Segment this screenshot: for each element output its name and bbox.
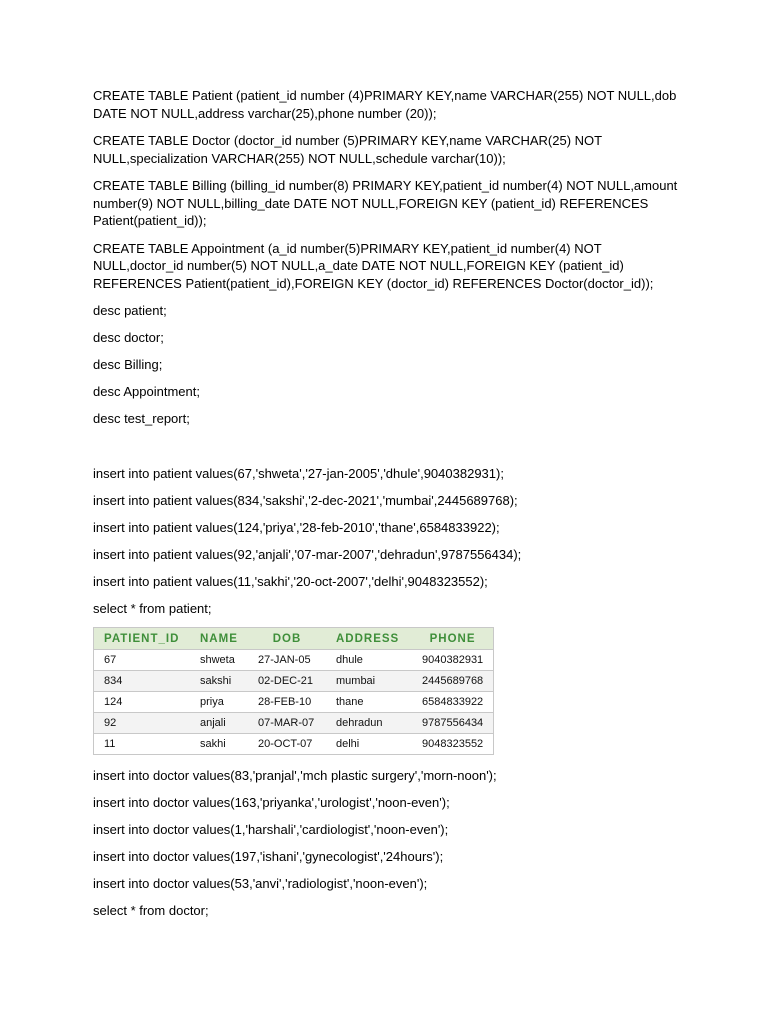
- cell-patient-id: 92: [94, 713, 191, 734]
- insert-patient-statement: insert into patient values(11,'sakhi','20-oct-2007','delhi',9048323552);: [93, 574, 488, 589]
- insert-doctor-statement: insert into doctor values(197,'ishani','gynecologist','24hours');: [93, 849, 444, 864]
- desc-statement: desc patient;: [93, 303, 167, 318]
- table-row: [94, 671, 494, 692]
- column-header-dob: DOB: [248, 628, 326, 650]
- insert-patient-statement: insert into patient values(92,'anjali','07-mar-2007','dehradun',9787556434);: [93, 547, 522, 562]
- insert-patient-statement: insert into patient values(67,'shweta','27-jan-2005','dhule',9040382931);: [93, 466, 504, 481]
- cell-address: delhi: [326, 734, 412, 755]
- create-doctor-statement: CREATE TABLE Doctor (doctor_id number (5)PRIMARY KEY,name VARCHAR(25) NOT NULL,specialization VARCHAR(255) NOT NULL,schedule varchar(10));: [93, 133, 602, 166]
- desc-statement: desc doctor;: [93, 330, 164, 345]
- cell-patient-id: 124: [94, 692, 191, 713]
- cell-name: sakhi: [190, 734, 248, 755]
- insert-patient-statement: insert into patient values(834,'sakshi','2-dec-2021','mumbai',2445689768);: [93, 493, 518, 508]
- cell-patient-id: 11: [94, 734, 191, 755]
- table-header-row: [94, 628, 494, 650]
- cell-patient-id: 834: [94, 671, 191, 692]
- table-row: [94, 713, 494, 734]
- cell-name: anjali: [190, 713, 248, 734]
- create-billing-statement: CREATE TABLE Billing (billing_id number(8) PRIMARY KEY,patient_id number(4) NOT NULL,amount number(9) NOT NULL,billing_date DATE NOT NULL,FOREIGN KEY (patient_id) REFERENCES Patient(patient_id));: [93, 178, 678, 228]
- cell-phone: 9787556434: [412, 713, 494, 734]
- insert-patient-statement: insert into patient values(124,'priya','28-feb-2010','thane',6584833922);: [93, 520, 500, 535]
- cell-name: priya: [190, 692, 248, 713]
- create-appointment-statement: CREATE TABLE Appointment (a_id number(5)PRIMARY KEY,patient_id number(4) NOT NULL,doctor_id number(5) NOT NULL,a_date DATE NOT NULL,FOREIGN KEY (patient_id) REFERENCES Patient(patient_id),FOREIGN KEY (doctor_id) REFERENCES Doctor(doctor_id));: [93, 240, 654, 291]
- column-header-name: NAME: [190, 628, 248, 650]
- desc-statement: desc Appointment;: [93, 384, 200, 399]
- cell-dob: 27-JAN-05: [248, 650, 326, 671]
- blank-line: [93, 437, 693, 465]
- cell-dob: 28-FEB-10: [248, 692, 326, 713]
- patient-result-table: [93, 627, 494, 755]
- cell-address: dehradun: [326, 713, 412, 734]
- column-header-address: ADDRESS: [326, 628, 412, 650]
- cell-phone: 2445689768: [412, 671, 494, 692]
- insert-doctor-statement: insert into doctor values(163,'priyanka','urologist','noon-even');: [93, 795, 450, 810]
- cell-phone: 9040382931: [412, 650, 494, 671]
- insert-doctor-statement: insert into doctor values(53,'anvi','radiologist','noon-even');: [93, 876, 428, 891]
- select-doctor-statement: select * from doctor;: [93, 903, 209, 918]
- cell-dob: 20-OCT-07: [248, 734, 326, 755]
- cell-address: mumbai: [326, 671, 412, 692]
- cell-phone: 6584833922: [412, 692, 494, 713]
- create-patient-statement: CREATE TABLE Patient (patient_id number (4)PRIMARY KEY,name VARCHAR(255) NOT NULL,dob DATE NOT NULL,address varchar(25),phone number (20));: [93, 88, 677, 121]
- table-row: [94, 692, 494, 713]
- desc-statement: desc Billing;: [93, 357, 163, 372]
- cell-address: dhule: [326, 650, 412, 671]
- cell-phone: 9048323552: [412, 734, 494, 755]
- insert-doctor-statement: insert into doctor values(83,'pranjal','mch plastic surgery','morn-noon');: [93, 768, 497, 783]
- table-row: [94, 734, 494, 755]
- cell-name: sakshi: [190, 671, 248, 692]
- column-header-phone: PHONE: [412, 628, 494, 650]
- cell-dob: 07-MAR-07: [248, 713, 326, 734]
- cell-patient-id: 67: [94, 650, 191, 671]
- select-patient-statement: select * from patient;: [93, 601, 212, 616]
- table-row: [94, 650, 494, 671]
- column-header-patient-id: PATIENT_ID: [94, 628, 191, 650]
- desc-statement: desc test_report;: [93, 411, 190, 426]
- document-page: [93, 87, 693, 929]
- insert-doctor-statement: insert into doctor values(1,'harshali','cardiologist','noon-even');: [93, 822, 449, 837]
- cell-name: shweta: [190, 650, 248, 671]
- cell-address: thane: [326, 692, 412, 713]
- cell-dob: 02-DEC-21: [248, 671, 326, 692]
